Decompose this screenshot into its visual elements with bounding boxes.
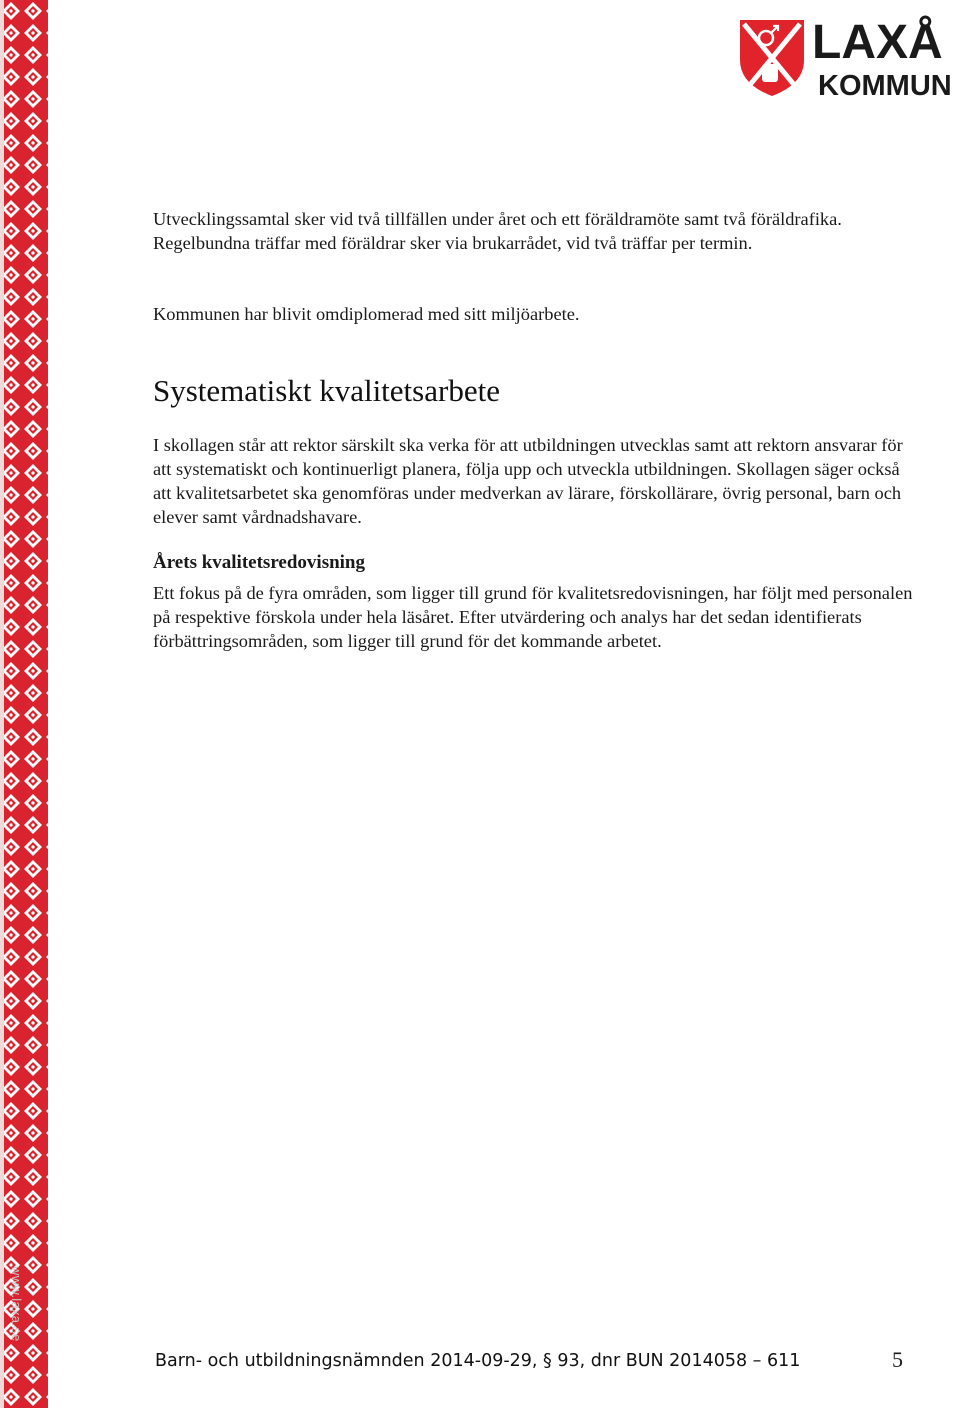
- footer-text: Barn- och utbildningsnämnden 2014-09-29, § 93, dnr BUN 2014058 – 611: [155, 1351, 801, 1371]
- laxa-kommun-logo: [736, 4, 960, 100]
- paragraph-fokus: Ett fokus på de fyra områden, som ligger till grund för kvalitetsredovisningen, har följt med personalen på respektive förskola under hela läsåret. Efter utvärdering och analys har det sedan identifierats förbättringsområden, som ligger till grund för det kommande arbetet.: [153, 583, 913, 651]
- paragraph-skollagen: I skollagen står att rektor särskilt ska verka för att utbildningen utvecklas samt att rektorn ansvarar för att systematiskt och kontinuerligt planera, följa upp och utveckla utbildningen. Skollagen säger också att kvalitetsarbetet ska genomföras under medverkan av lärare, förskollärare, övrig personal, barn och elever samt vårdnadshavare.: [153, 435, 903, 527]
- heading-arets-kvalitetsredovisning: Årets kvalitetsredovisning: [153, 552, 365, 573]
- sidebar-url: [6, 1266, 26, 1346]
- heading-systematiskt-kvalitetsarbete: Systematiskt kvalitetsarbete: [153, 373, 500, 408]
- page-number: 5: [892, 1347, 903, 1372]
- sidebar-url-text: www.laxa.se: [9, 1266, 24, 1342]
- logo-text-kommun: KOMMUN: [818, 70, 952, 100]
- paragraph-utvecklingssamtal: Utvecklingssamtal sker vid två tillfällen under året och ett föräldramöte samt två föräldrafika. Regelbundna träffar med föräldrar sker via brukarrådet, vid två träffar per termin.: [153, 209, 842, 253]
- paragraph-miljoarbete: Kommunen har blivit omdiplomerad med sitt miljöarbete.: [153, 304, 580, 324]
- decorative-border: [0, 0, 52, 1408]
- logo-text-laxa: LAXÅ: [812, 16, 943, 69]
